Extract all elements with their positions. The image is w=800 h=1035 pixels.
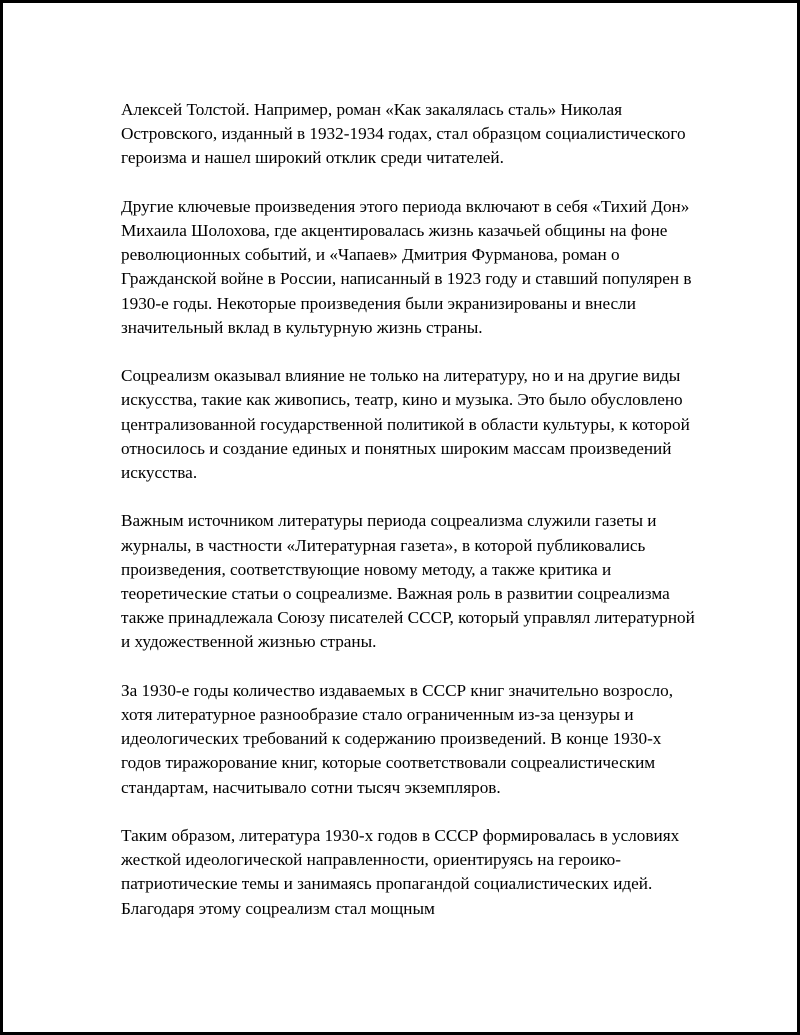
- paragraph-5: За 1930-е годы количество издаваемых в СССР книг значительно возросло, хотя литературное разнообразие стало ограниченным из-за цензуры и идеологических требований к содержанию произведений. В конце 1930-х годов тиражорование книг, которые соответствовали соцреалистическим стандартам, насчитывало сотни тысяч экземпляров.: [121, 680, 673, 797]
- paragraph-4: Важным источником литературы периода соцреализма служили газеты и журналы, в частности «Литературная газета», в которой публиковались произведения, соответствующие новому методу, а также критика и теоретические статьи о соцреализме. Важная роль в развитии соцреализма также принадлежала Союзу писателей СССР, который управлял литературной и художественной жизнью страны.: [121, 511, 695, 652]
- paragraph-1: Алексей Толстой. Например, роман «Как закалялась сталь» Николая Островского, изданный в 1932-1934 годах, стал образцом социалистического героизма и нашел широкий отклик среди читателей.: [121, 100, 686, 168]
- paragraph-3: Соцреализм оказывал влияние не только на литературу, но и на другие виды искусства, такие как живопись, театр, кино и музыка. Это было обусловлено централизованной государственной политикой в области культуры, к которой относилось и создание единых и понятных широким массам произведений искусства.: [121, 366, 690, 483]
- paragraph-2: Другие ключевые произведения этого периода включают в себя «Тихий Дон» Михаила Шолохова, где акцентировалась жизнь казачьей общины на фоне революционных событий, и «Чапаев» Дмитрия Фурманова, роман о Гражданской войне в России, написанный в 1923 году и ставший популярен в 1930-е годы. Некоторые произведения были экранизированы и внесли значительный вклад в культурную жизнь страны.: [121, 196, 692, 337]
- document-body: [121, 98, 701, 945]
- paragraph-6: Таким образом, литература 1930-х годов в СССР формировалась в условиях жесткой идеологической направленности, ориентируясь на героико-патриотические темы и занимаясь пропагандой социалистических идей. Благодаря этому соцреализм стал мощным: [121, 826, 680, 918]
